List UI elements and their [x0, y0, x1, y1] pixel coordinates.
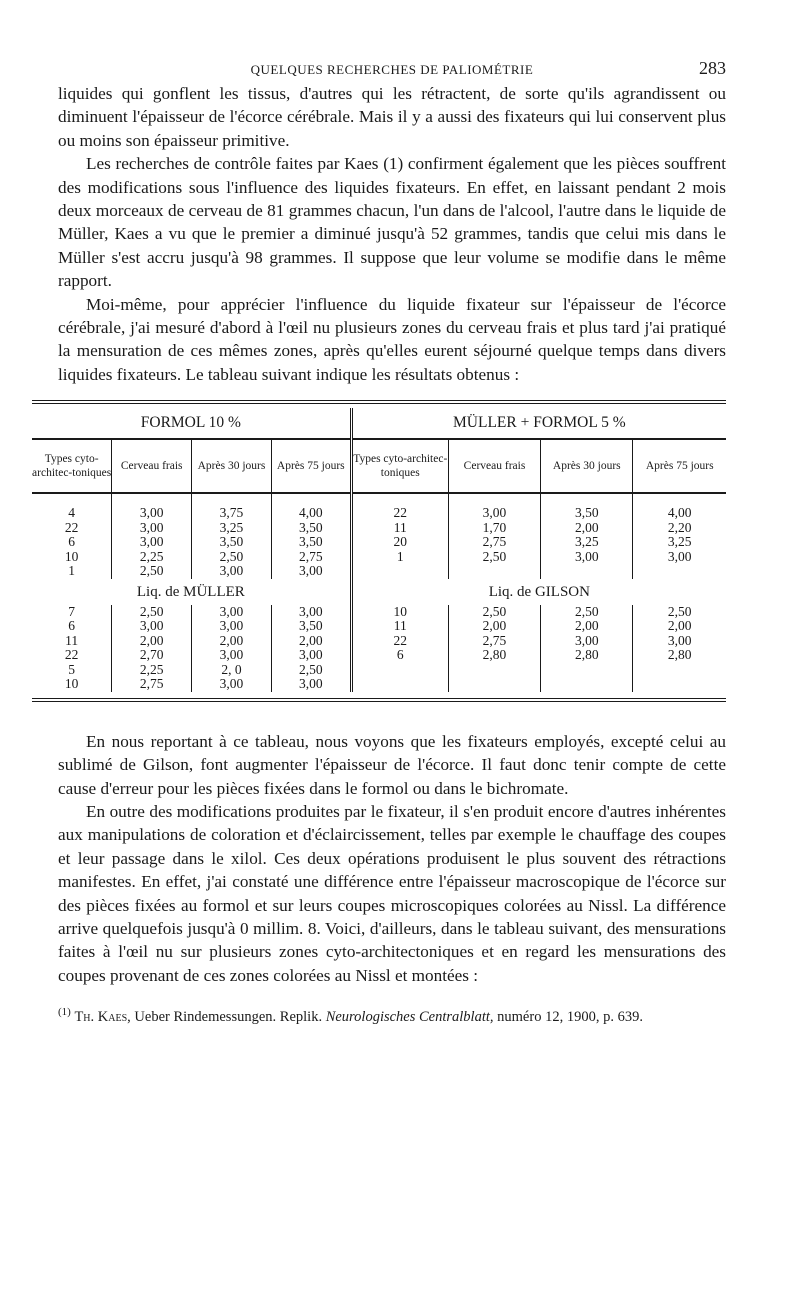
table-cell: 3,25	[633, 535, 726, 550]
table-cell: 2,80	[633, 648, 726, 663]
table-cell: 2,75	[271, 550, 351, 565]
table-cell: 3,00	[541, 550, 633, 565]
table-row	[32, 550, 726, 565]
table-row	[32, 535, 726, 550]
col-header-types: Types cyto-architec-toniques	[351, 439, 448, 493]
page-header	[58, 56, 726, 82]
table-cell: 22	[351, 634, 448, 649]
table-cell: 3,00	[112, 521, 192, 536]
table-cell	[351, 564, 448, 579]
table-cell: 1	[68, 563, 76, 579]
table-cell: 2,80	[541, 648, 633, 663]
table-cell	[633, 677, 726, 692]
table-row	[32, 619, 726, 634]
results-table	[32, 400, 726, 702]
footnote-rest: numéro 12, 1900, p. 639.	[497, 1009, 643, 1026]
col-header-30j: Après 30 jours	[192, 439, 272, 493]
table-cell: 2,50	[112, 605, 192, 620]
table-cell: 3,00	[192, 605, 272, 620]
footnote-title: Ueber Rindemessungen. Replik.	[134, 1009, 323, 1026]
table-cell	[541, 564, 633, 579]
table-cell: 3,00	[271, 648, 351, 663]
table-cell: 3,50	[192, 535, 272, 550]
table-block-2	[32, 605, 726, 692]
table-row	[32, 634, 726, 649]
table-cell: 2,80	[448, 648, 540, 663]
table-cell: 22	[64, 519, 79, 535]
table-row	[32, 564, 726, 579]
col-header-75j: Après 75 jours	[633, 439, 726, 493]
table-cell: 2,25	[112, 550, 192, 565]
table-row	[32, 648, 726, 663]
table-cell	[448, 564, 540, 579]
subhead-gilson: Liq. de GILSON	[351, 579, 726, 605]
paragraph-1: liquides qui gonflent les tissus, d'autres qui les rétractent, de sorte qu'ils agrandissent ou diminuent l'épaisseur de l'écorce cérébrale. Mais il y a aussi des fixateurs qui lui conservent plus ou moins son épaisseur primitive.	[58, 84, 726, 150]
table-cell	[541, 663, 633, 678]
paragraph-3: Moi-même, pour apprécier l'influence du liquide fixateur sur l'épaisseur de l'écorce cérébrale, j'ai mesuré d'abord à l'œil nu plusieurs zones du cerveau frais et plus tard j'ai pratiqué la mensuration de ces mêmes zones, après qu'elles eurent séjourné quelque temps dans divers liquides fixateurs. Le tableau suivant indique les résultats obtenus :	[58, 294, 726, 384]
table-cell: 5	[68, 661, 76, 677]
table-cell: 2,00	[448, 619, 540, 634]
table-cell: 2, 0	[192, 663, 272, 678]
table-cell: 4,00	[633, 506, 726, 521]
table-cell: 2,00	[541, 521, 633, 536]
table-cell	[351, 663, 448, 678]
table-cell: 3,00	[112, 506, 192, 521]
table-cell: 2,50	[112, 564, 192, 579]
table-cell	[633, 564, 726, 579]
table-cell: 2,75	[112, 677, 192, 692]
table-cell: 3,00	[271, 564, 351, 579]
subhead-muller: Liq. de MÜLLER	[136, 583, 245, 600]
table-cell: 6	[68, 618, 76, 634]
table-cell: 2,25	[112, 663, 192, 678]
table-cell: 3,50	[271, 535, 351, 550]
table-row	[32, 605, 726, 620]
page-number: 283	[699, 58, 726, 78]
table-cell: 1,70	[448, 521, 540, 536]
col-header-30j: Après 30 jours	[541, 439, 633, 493]
group-header-formol: FORMOL 10 %	[32, 408, 351, 439]
table-cell: 3,00	[112, 619, 192, 634]
table-cell: 2,50	[192, 550, 272, 565]
table-cell: 2,00	[192, 634, 272, 649]
table-cell: 22	[64, 647, 79, 663]
table-cell: 22	[351, 506, 448, 521]
col-header-types: Types cyto-architec-toniques	[32, 439, 112, 493]
table-cell: 4	[68, 505, 76, 521]
table-cell: 3,00	[448, 506, 540, 521]
page	[32, 56, 726, 1027]
table-cell: 6	[68, 534, 76, 550]
table-cell: 2,20	[633, 521, 726, 536]
running-title: QUELQUES RECHERCHES DE PALIOMÉTRIE	[250, 62, 534, 77]
col-header-frais: Cerveau frais	[112, 439, 192, 493]
table-cell: 3,75	[192, 506, 272, 521]
paragraph-5: En outre des modifications produites par le fixateur, il s'en produit encore d'autres inhérentes aux manipulations de coloration et d'éclaircissement, telles par exemple le chauffage des coupes et leur passage dans le xilol. Ces deux opérations produisent le plus souvent des rétractions manifestes. En effet, j'ai constaté une différence entre l'épaisseur macroscopique de l'écorce sur des pièces fixées au formol et sur leurs coupes microscopiques colorées au Nissl. La différence arrive quelquefois jusqu'à 0 millim. 8. Voici, d'ailleurs, dans le tableau suivant, des mensurations faites à l'œil nu sur plusieurs zones cyto-architectoniques et en regard les mensurations des coupes provenant de ces zones colorées au Nissl et montées :	[58, 802, 726, 985]
table-cell	[448, 677, 540, 692]
table-cell: 4,00	[271, 506, 351, 521]
table-cell: 2,50	[633, 605, 726, 620]
paragraph-2: Les recherches de contrôle faites par Kaes (1) confirment également que les pièces souffrent des modifications sous l'influence des liquides fixateurs. En effet, en laissant pendant 2 mois deux morceaux de cerveau de 81 grammes chacun, l'un dans de l'alcool, l'autre dans le liquide de Müller, Kaes a vu que le premier a diminué jusqu'à 52 grammes, tandis que celui mis dans le Müller s'est accru jusqu'à 98 grammes. Il suppose que leur volume se modifie dans le même rapport.	[58, 154, 726, 291]
table-cell: 2,75	[448, 535, 540, 550]
table-block-1	[32, 506, 726, 579]
table-cell: 3,25	[192, 521, 272, 536]
table-row	[32, 521, 726, 536]
data-table	[32, 408, 726, 692]
col-header-75j: Après 75 jours	[271, 439, 351, 493]
table-cell: 11	[351, 619, 448, 634]
table-cell: 3,50	[541, 506, 633, 521]
footnote-journal: Neurologisches Centralblatt,	[325, 1009, 494, 1026]
table-cell: 2,00	[541, 619, 633, 634]
table-cell: 11	[65, 632, 79, 648]
table-cell: 3,00	[271, 605, 351, 620]
table-row	[32, 506, 726, 521]
table-cell	[633, 663, 726, 678]
table-cell: 3,00	[192, 648, 272, 663]
table-cell: 10	[64, 676, 79, 692]
col-header-frais: Cerveau frais	[448, 439, 540, 493]
table-cell: 1	[351, 550, 448, 565]
table-cell	[448, 663, 540, 678]
table-cell: 3,00	[633, 550, 726, 565]
footnote-marker: (1)	[58, 1006, 71, 1019]
table-cell: 2,75	[448, 634, 540, 649]
table-cell: 11	[351, 521, 448, 536]
table-cell: 2,50	[448, 550, 540, 565]
table-cell: 3,50	[271, 619, 351, 634]
table-cell: 2,70	[112, 648, 192, 663]
table-cell	[351, 677, 448, 692]
table-cell: 3,00	[112, 535, 192, 550]
table-cell: 2,50	[448, 605, 540, 620]
table-cell: 20	[351, 535, 448, 550]
table-cell: 3,00	[192, 619, 272, 634]
table-row	[32, 677, 726, 692]
table-cell: 2,00	[271, 634, 351, 649]
table-cell: 6	[351, 648, 448, 663]
table-cell: 10	[351, 605, 448, 620]
group-header-muller-formol: MÜLLER + FORMOL 5 %	[351, 408, 726, 439]
table-cell: 3,00	[192, 564, 272, 579]
table-cell: 3,50	[271, 521, 351, 536]
paragraph-4: En nous reportant à ce tableau, nous voyons que les fixateurs employés, excepté celui au sublimé de Gilson, font augmenter l'épaisseur de l'écorce. Il faut donc tenir compte de cette cause d'erreur pour les pièces fixées dans le formol ou dans le bichromate.	[58, 731, 726, 798]
table-cell: 3,00	[271, 677, 351, 692]
table-cell: 7	[68, 603, 76, 619]
table-cell: 3,00	[541, 634, 633, 649]
footnote	[58, 1003, 726, 1027]
table-row	[32, 663, 726, 678]
table-cell: 3,00	[633, 634, 726, 649]
table-cell: 10	[64, 548, 79, 564]
table-cell	[541, 677, 633, 692]
table-cell: 2,00	[633, 619, 726, 634]
table-cell: 2,50	[271, 663, 351, 678]
table-cell: 3,25	[541, 535, 633, 550]
table-cell: 3,00	[192, 677, 272, 692]
table-cell: 2,50	[541, 605, 633, 620]
footnote-author: Th. Kaes,	[74, 1009, 131, 1026]
table-cell: 2,00	[112, 634, 192, 649]
